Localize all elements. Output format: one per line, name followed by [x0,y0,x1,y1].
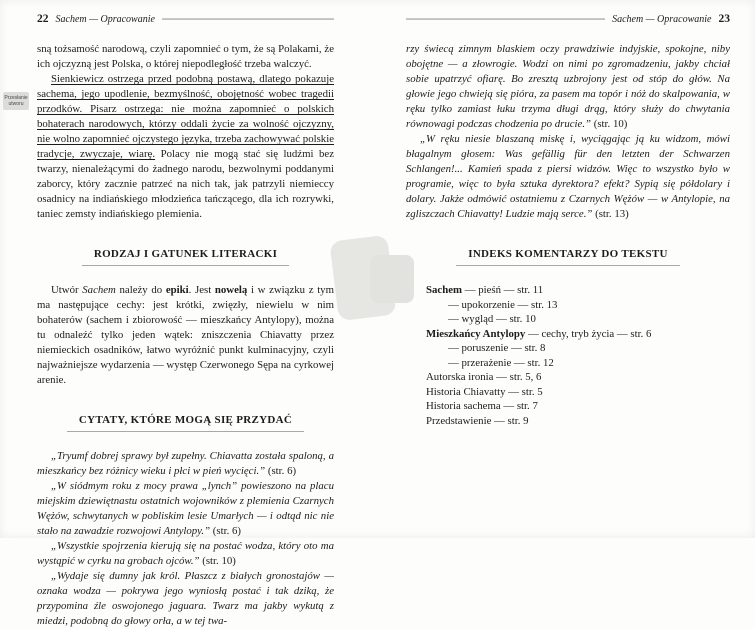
page-reference: (str. 6) [210,525,241,537]
index-entry: Historia Chiavatty — str. 5 [426,385,543,398]
index-entry: Historia sachema — str. 7 [426,400,538,412]
work-title-italic: Sachem [82,284,116,296]
page-reference: (str. 13) [592,208,629,220]
header-rule [162,18,334,20]
page-number: 23 [718,13,730,25]
page-right [406,12,730,428]
underlined-passage: Sienkiewicz ostrzega przed podobną postawą, dlatego pokazuje sachema, jego upodlenie, bezmyślność, obojętność wobec tragedii przodków. Pisarz ostrzega: nie można zapomnieć o polskich bohaterach narodowych, którzy oddali życie za wolność ojczyzny, nie wolno zapomnieć ojczystego języka, trzeba zachowywać polskie tradycje, zwyczaje, wiarę. [37,73,334,160]
margin-note-line: Przesłanie [4,95,28,101]
section-heading-index: INDEKS KOMENTARZY DO TEKSTU [406,248,730,266]
section-heading-quotes: CYTATY, KTÓRE MOGĄ SIĘ PRZYDAĆ [37,414,334,432]
index-entry: — przerażenie — str. 12 [448,356,554,369]
quote: „Wszystkie spojrzenia kierują się na postać wodza, który oto ma wystąpić w cyrku na grobach ojców.” (str. 10) [37,540,334,567]
paragraph-continuation: sną tożsamość narodową, czyli zapomnieć o tym, że są Polakami, że ich ojczyzną jest Polska, o której niepodległość trzeba walczyć. [37,43,334,70]
page-header-right [406,12,730,26]
index-entry: — upokorzenie — str. 13 [448,298,558,311]
paragraph-genre: Utwór Sachem należy do epiki. Jest nowelą i w związku z tym ma następujące cechy: jest krótki, zwięzły, niewielu w nim bohaterów (sachem i zbiorowość — mieszkańcy Antylopy), można tu odnaleźć tylko jeden wątek: zniszczenia Chiavatty przez niemieckich osadników, łatwo wyróżnić punkt kulminacyjny, czyli najważniejsze wydarzenia — występ Czerwonego Sępa na cyrkowej arenie. [37,284,334,386]
index-entry: Autorska ironia — str. 5, 6 [426,371,542,383]
index-entry: Przedstawienie — str. 9 [426,414,529,427]
index-list [426,283,730,428]
quote: „W siódmym roku z mocy prawa „lynch” powieszono na placu miejskim dziewiętnastu ostatnich wojowników z plemienia Czarnych Wężów, schwytanych w pobliskim lesie Umarłych — i odtąd nic nie stało na zawadzie rozwojowi Antylopy.” (str. 6) [37,480,334,537]
page-reference: (str. 10) [591,118,628,130]
term-bold: epiki [165,284,189,296]
page-reference: (str. 6) [265,465,297,477]
index-entry: — poruszenie — str. 8 [448,342,546,354]
index-entry: Mieszkańcy Antylopy — cechy, tryb życia — str. 6 [426,327,652,340]
running-title: Sachem — Opracowanie [55,13,155,25]
header-rule [406,18,605,20]
index-entry: — wygląd — str. 10 [448,313,536,325]
page-left [37,12,334,629]
term-bold: nowelą [214,284,248,296]
margin-note-line: utworu [8,101,24,107]
page-header-left [37,12,334,26]
quote: „Tryumf dobrej sprawy był zupełny. Chiavatta została spaloną, a mieszkańcy bez różnicy wieku i płci w pień wycięci.” (str. 6) [37,450,334,477]
quote: „W ręku niesie blaszaną miskę i, wyciągając ją ku widzom, mówi błagalnym głosem: Was gefällig für den letzten der Schwarzen Schlangen!... Kamień spada z piersi widzów. Więc to wszystko było w programie, więc to była sztuka dyrektora? efekt? Sypią się półdolary i dolary. Jakże odmówić ostatniemu z Czarnych Wężów — w Antylopie, na zgliszczach Chiavatty! Ludzie mają serce.” (str. 13) [406,133,730,220]
index-entry: Sachem — pieśń — str. 11 [426,284,544,296]
running-title: Sachem — Opracowanie [612,13,712,25]
quote: „Wydaje się dumny jak król. Płaszcz z białych gronostajów — oznaka wodza — pokrywa jego wyniosłą postać i tak dziką, że przypomina źle oswojonego jaguara. Twarz ma jakby wykutą z miedzi, podobną do głowy orła, a w tej twa- [37,570,334,627]
page-reference: (str. 10) [199,555,236,567]
quote-continuation: rzy świecą zimnym blaskiem oczy prawdziwie indyjskie, spokojne, niby obojętne — a złowrogie. Wodzi on nimi po zgromadzeniu, jakby chciał sobie upatrzyć ofiarę. Bo zresztą uzbrojony jest od stóp do głów. Na głowie jego chwieją się pióra, za pasem ma topór i nóż do skalpowania, w ręku tylko zamiast łuku trzyma długi drąg, który służy do chwytania równowagi podczas chodzenia po drucie.” (str. 10) [406,43,730,130]
section-heading-genre: RODZAJ I GATUNEK LITERACKI [37,248,334,266]
page-number: 22 [37,13,49,25]
paragraph-warning: Sienkiewicz ostrzega przed podobną postawą, dlatego pokazuje sachema, jego upodlenie, bezmyślność, obojętność wobec tragedii przodków. Pisarz ostrzega: nie można zapomnieć o polskich bohaterach narodowych, którzy oddali życie za wolność ojczyzny, nie wolno zapomnieć ojczystego języka, trzeba zachowywać polskie tradycje, zwyczaje, wiarę. Polacy nie mogą stać się ludźmi bez twarzy, nienależącymi do żadnego narodu, bezwolnymi poddanymi zaborcy, który zacznie patrzeć na nich tak, jak patrzyli niemieccy osadnicy na indiańskiego młodzieńca tańczącego, dla ich rozrywki, taniec zemsty indiańskiego plemienia. [37,73,334,220]
margin-note [3,92,29,110]
